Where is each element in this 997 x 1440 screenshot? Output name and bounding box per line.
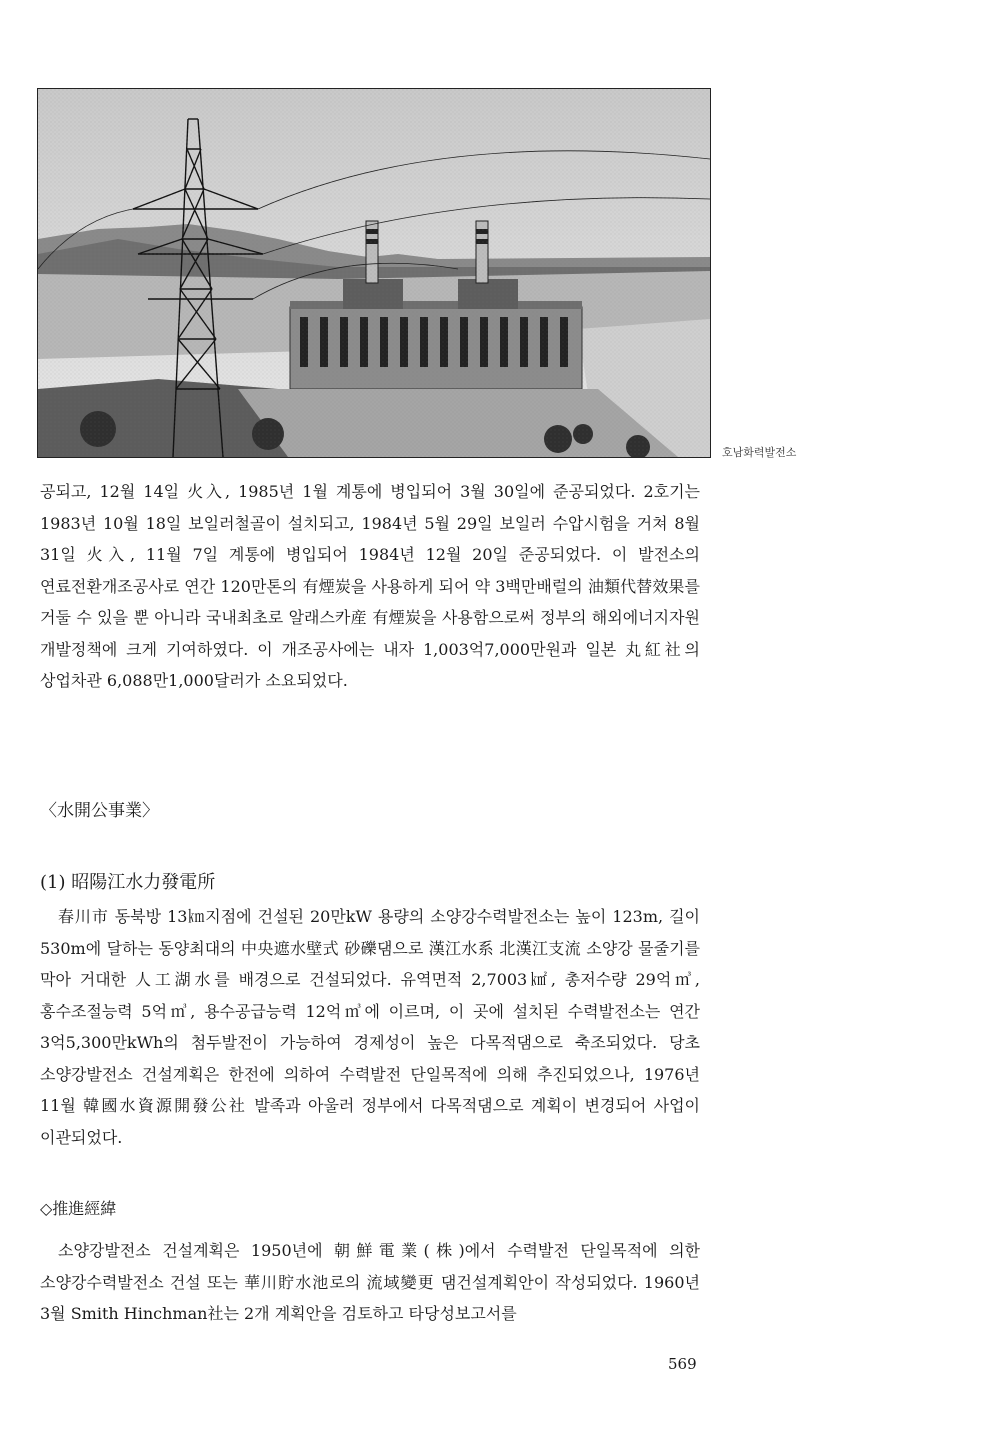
subsection-title: (1) 昭陽江水力發電所 <box>40 872 216 893</box>
power-plant-photo <box>37 88 711 458</box>
paragraph-thermal-plant: 공되고, 12월 14일 火入, 1985년 1월 계통에 병입되어 3월 30일에 준공되었다. 2호기는 1983년 10월 18일 보일러철골이 설치되고, 1984년 5월 29일 보일러 수압시험을 거쳐 8월 31일 火入, 11월 7일 계통에 병입되어 1984년 12월 20일 준공되었다. 이 발전소의 연료전환개조공사로 연간 120만톤의 有煙炭을 사용하게 되어 약 3백만배럴의 油類代替效果를 거둘 수 있을 뿐 아니라 국내최초로 알래스카産 有煙炭을 사용함으로써 정부의 해외에너지자원 개발정책에 크게 기여하였다. 이 개조공사에는 내자 1,003억7,000만원과 일본 丸紅社의 상업차관 6,088만1,000달러가 소요되었다. <box>40 482 700 690</box>
paragraph-soyang-overview: 春川市 동북방 13㎞지점에 건설된 20만kW 용량의 소양강수력발전소는 높이 123m, 길이 530m에 달하는 동양최대의 中央遮水壁式 砂礫댐으로 漢江水系 北漢江支流 소양강 물줄기를 막아 거대한 人工湖水를 배경으로 건설되었다. 유역면적 2,7003㎢, 총저수량 29억㎥, 홍수조절능력 5억㎥, 용수공급능력 12억㎥에 이르며, 이 곳에 설치된 수력발전소는 연간 3억5,300만kWh의 첨두발전이 가능하여 경제성이 높은 다목적댐으로 축조되었다. 당초 소양강발전소 건설계획은 한전에 의하여 수력발전 단일목적에 의해 추진되었으나, 1976년 11월 韓國水資源開發公社 발족과 아울러 정부에서 다목적댐으로 계획이 변경되어 사업이 이관되었다. <box>40 907 700 1147</box>
paragraph-background: 소양강발전소 건설계획은 1950년에 朝鮮電業(株)에서 수력발전 단일목적에 의한 소양강수력발전소 건설 또는 華川貯水池로의 流域變更 댐건설계획안이 작성되었다. 1960년 3월 Smith Hinchman社는 2개 계획안을 검토하고 타당성보고서를 <box>40 1241 700 1323</box>
bullet-heading: ◇推進經緯 <box>40 1199 117 1218</box>
power-plant-illustration <box>38 89 710 457</box>
photo-caption: 호남화력발전소 <box>722 446 797 459</box>
section-header: 〈水開公事業〉 <box>40 801 159 821</box>
page-number: 569 <box>668 1355 697 1373</box>
